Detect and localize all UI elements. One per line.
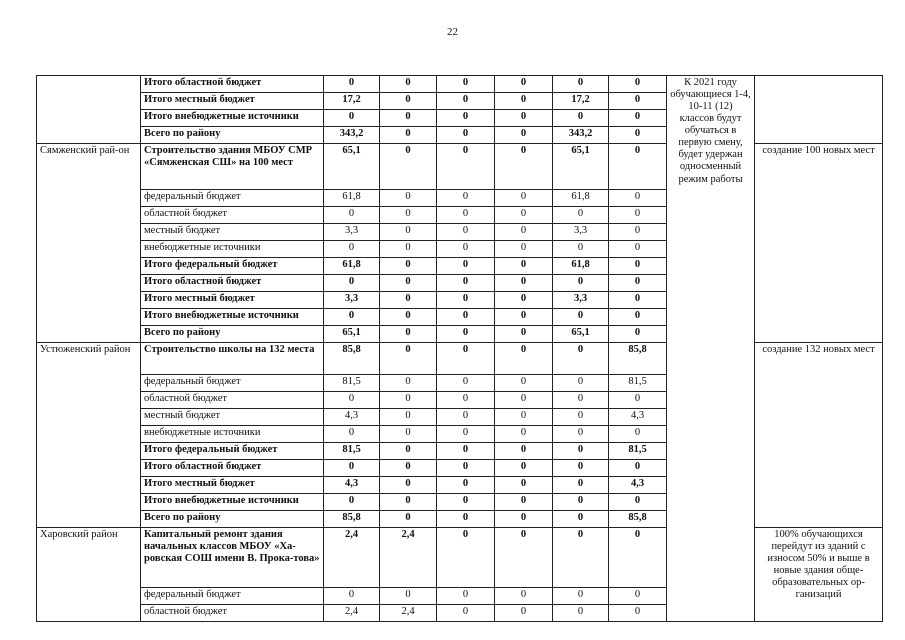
- result-cell: 100% обучающихся перейдут из зданий с износом 50% и выше в новые здания обще-образовательных ор-ганизаций: [755, 528, 883, 622]
- value-cell: 0: [495, 309, 553, 326]
- value-cell: 0: [495, 207, 553, 224]
- value-cell: 0: [324, 110, 380, 127]
- table-row: [37, 76, 883, 93]
- value-cell: 0: [495, 241, 553, 258]
- table-row: [37, 528, 883, 588]
- value-cell: 0: [495, 460, 553, 477]
- value-cell: 0: [437, 477, 495, 494]
- budget-table: [36, 75, 883, 622]
- value-cell: 0: [495, 76, 553, 93]
- row-label: федеральный бюджет: [141, 190, 324, 207]
- value-cell: 0: [609, 588, 667, 605]
- row-label: Итого внебюджетные источники: [141, 494, 324, 511]
- value-cell: 0: [609, 605, 667, 622]
- value-cell: 0: [437, 605, 495, 622]
- value-cell: 0: [437, 494, 495, 511]
- value-cell: 0: [437, 224, 495, 241]
- value-cell: 0: [380, 309, 437, 326]
- row-label: Капитальный ремонт здания начальных классов МБОУ «Ха-ровская СОШ имени В. Прока-това»: [141, 528, 324, 588]
- row-label: Итого внебюджетные источники: [141, 110, 324, 127]
- value-cell: 0: [437, 93, 495, 110]
- value-cell: 0: [437, 392, 495, 409]
- value-cell: 0: [437, 343, 495, 375]
- value-cell: 0: [380, 409, 437, 426]
- row-label: Итого внебюджетные источники: [141, 309, 324, 326]
- value-cell: 0: [495, 110, 553, 127]
- value-cell: 0: [380, 343, 437, 375]
- row-label: Итого местный бюджет: [141, 93, 324, 110]
- row-label: областной бюджет: [141, 207, 324, 224]
- value-cell: 81,5: [609, 375, 667, 392]
- value-cell: 0: [609, 144, 667, 190]
- value-cell: 0: [553, 343, 609, 375]
- row-label: внебюджетные источники: [141, 241, 324, 258]
- value-cell: 0: [380, 258, 437, 275]
- value-cell: 3,3: [553, 224, 609, 241]
- value-cell: 0: [437, 528, 495, 588]
- value-cell: 2,4: [380, 605, 437, 622]
- row-label: Итого местный бюджет: [141, 292, 324, 309]
- value-cell: 0: [495, 144, 553, 190]
- value-cell: 0: [380, 426, 437, 443]
- value-cell: 0: [437, 426, 495, 443]
- value-cell: 61,8: [553, 258, 609, 275]
- value-cell: 0: [553, 511, 609, 528]
- value-cell: 85,8: [324, 511, 380, 528]
- row-label: областной бюджет: [141, 605, 324, 622]
- value-cell: 0: [380, 93, 437, 110]
- value-cell: 85,8: [609, 511, 667, 528]
- row-label: Всего по району: [141, 326, 324, 343]
- value-cell: 81,5: [324, 443, 380, 460]
- row-label: Итого областной бюджет: [141, 275, 324, 292]
- value-cell: 0: [324, 241, 380, 258]
- value-cell: 0: [324, 460, 380, 477]
- value-cell: 2,4: [324, 528, 380, 588]
- value-cell: 0: [380, 460, 437, 477]
- district-cell: [37, 76, 141, 144]
- value-cell: 0: [437, 275, 495, 292]
- value-cell: 81,5: [609, 443, 667, 460]
- value-cell: 0: [495, 224, 553, 241]
- value-cell: 0: [495, 528, 553, 588]
- value-cell: 0: [437, 443, 495, 460]
- value-cell: 0: [380, 241, 437, 258]
- value-cell: 0: [553, 426, 609, 443]
- value-cell: 0: [437, 144, 495, 190]
- value-cell: 2,4: [324, 605, 380, 622]
- value-cell: 0: [380, 477, 437, 494]
- page-number: 22: [447, 26, 458, 38]
- value-cell: 0: [437, 241, 495, 258]
- value-cell: 0: [495, 494, 553, 511]
- value-cell: 0: [553, 76, 609, 93]
- value-cell: 0: [380, 326, 437, 343]
- value-cell: 17,2: [324, 93, 380, 110]
- value-cell: 0: [495, 477, 553, 494]
- value-cell: 81,5: [324, 375, 380, 392]
- value-cell: 0: [437, 292, 495, 309]
- row-label: местный бюджет: [141, 224, 324, 241]
- value-cell: 343,2: [324, 127, 380, 144]
- value-cell: 0: [495, 190, 553, 207]
- value-cell: 0: [380, 511, 437, 528]
- value-cell: 0: [609, 426, 667, 443]
- value-cell: 3,3: [553, 292, 609, 309]
- value-cell: 0: [437, 375, 495, 392]
- value-cell: 0: [609, 110, 667, 127]
- row-label: Всего по району: [141, 511, 324, 528]
- value-cell: 0: [553, 241, 609, 258]
- value-cell: 0: [495, 258, 553, 275]
- value-cell: 65,1: [324, 326, 380, 343]
- value-cell: 0: [495, 605, 553, 622]
- row-label: Итого областной бюджет: [141, 76, 324, 93]
- value-cell: 0: [495, 409, 553, 426]
- value-cell: 0: [553, 605, 609, 622]
- value-cell: 0: [495, 375, 553, 392]
- value-cell: 4,3: [324, 477, 380, 494]
- value-cell: 0: [609, 207, 667, 224]
- value-cell: 0: [437, 511, 495, 528]
- value-cell: 0: [553, 207, 609, 224]
- value-cell: 2,4: [380, 528, 437, 588]
- value-cell: 0: [609, 460, 667, 477]
- row-label: федеральный бюджет: [141, 588, 324, 605]
- value-cell: 65,1: [553, 144, 609, 190]
- value-cell: 4,3: [324, 409, 380, 426]
- result-cell: создание 100 новых мест: [755, 144, 883, 343]
- value-cell: 0: [324, 392, 380, 409]
- value-cell: 0: [495, 292, 553, 309]
- value-cell: 0: [553, 375, 609, 392]
- value-cell: 0: [553, 528, 609, 588]
- result-cell: создание 132 новых мест: [755, 343, 883, 528]
- value-cell: 0: [380, 190, 437, 207]
- value-cell: 0: [609, 494, 667, 511]
- value-cell: 0: [495, 326, 553, 343]
- value-cell: 0: [380, 275, 437, 292]
- value-cell: 0: [380, 292, 437, 309]
- value-cell: 3,3: [324, 292, 380, 309]
- row-label: Итого областной бюджет: [141, 460, 324, 477]
- value-cell: 0: [495, 588, 553, 605]
- row-label: областной бюджет: [141, 392, 324, 409]
- value-cell: 0: [495, 392, 553, 409]
- value-cell: 65,1: [553, 326, 609, 343]
- value-cell: 0: [380, 375, 437, 392]
- district-cell: Устюженский район: [37, 343, 141, 528]
- value-cell: 0: [495, 443, 553, 460]
- value-cell: 0: [553, 309, 609, 326]
- value-cell: 0: [553, 110, 609, 127]
- value-cell: 4,3: [609, 409, 667, 426]
- value-cell: 0: [495, 275, 553, 292]
- table-row: [37, 144, 883, 190]
- row-label: Итого местный бюджет: [141, 477, 324, 494]
- value-cell: 61,8: [553, 190, 609, 207]
- value-cell: 0: [553, 275, 609, 292]
- value-cell: 0: [609, 258, 667, 275]
- value-cell: 0: [324, 309, 380, 326]
- value-cell: 0: [553, 460, 609, 477]
- value-cell: 0: [495, 426, 553, 443]
- row-label: Итого федеральный бюджет: [141, 443, 324, 460]
- value-cell: 0: [553, 409, 609, 426]
- value-cell: 0: [609, 326, 667, 343]
- value-cell: 0: [609, 93, 667, 110]
- value-cell: 0: [609, 528, 667, 588]
- value-cell: 61,8: [324, 190, 380, 207]
- value-cell: 0: [380, 224, 437, 241]
- value-cell: 0: [380, 127, 437, 144]
- value-cell: 0: [609, 392, 667, 409]
- table-row: [37, 343, 883, 375]
- value-cell: 0: [380, 76, 437, 93]
- value-cell: 0: [437, 409, 495, 426]
- value-cell: 0: [495, 511, 553, 528]
- value-cell: 85,8: [609, 343, 667, 375]
- value-cell: 0: [437, 207, 495, 224]
- value-cell: 0: [553, 494, 609, 511]
- value-cell: 0: [437, 76, 495, 93]
- value-cell: 0: [609, 292, 667, 309]
- value-cell: 0: [553, 443, 609, 460]
- value-cell: 0: [437, 110, 495, 127]
- value-cell: 0: [380, 207, 437, 224]
- value-cell: 65,1: [324, 144, 380, 190]
- row-label: Строительство здания МБОУ СМР «Сямженская СШ» на 100 мест: [141, 144, 324, 190]
- value-cell: 0: [380, 494, 437, 511]
- row-label: Строительство школы на 132 места: [141, 343, 324, 375]
- row-label: местный бюджет: [141, 409, 324, 426]
- value-cell: 0: [380, 144, 437, 190]
- row-label: внебюджетные источники: [141, 426, 324, 443]
- value-cell: 0: [609, 241, 667, 258]
- value-cell: 0: [609, 275, 667, 292]
- value-cell: 0: [324, 494, 380, 511]
- value-cell: 0: [380, 392, 437, 409]
- value-cell: 0: [553, 477, 609, 494]
- value-cell: 0: [437, 190, 495, 207]
- value-cell: 0: [495, 93, 553, 110]
- value-cell: 0: [437, 309, 495, 326]
- value-cell: 0: [609, 190, 667, 207]
- value-cell: 0: [437, 326, 495, 343]
- value-cell: 0: [609, 127, 667, 144]
- value-cell: 85,8: [324, 343, 380, 375]
- value-cell: 0: [380, 110, 437, 127]
- value-cell: 0: [437, 127, 495, 144]
- value-cell: 0: [380, 443, 437, 460]
- value-cell: 0: [609, 224, 667, 241]
- district-cell: Харовский район: [37, 528, 141, 622]
- value-cell: 0: [437, 588, 495, 605]
- value-cell: 0: [324, 207, 380, 224]
- value-cell: 0: [380, 588, 437, 605]
- value-cell: 0: [495, 343, 553, 375]
- value-cell: 0: [324, 426, 380, 443]
- district-cell: Сямженский рай-он: [37, 144, 141, 343]
- value-cell: 0: [609, 309, 667, 326]
- row-label: федеральный бюджет: [141, 375, 324, 392]
- value-cell: 343,2: [553, 127, 609, 144]
- row-label: Всего по району: [141, 127, 324, 144]
- value-cell: 0: [324, 275, 380, 292]
- note-cell: К 2021 году обучающиеся 1-4, 10-11 (12) классов будут обучаться в первую смену, будет удержан односменный режим работы: [667, 76, 755, 622]
- value-cell: 4,3: [609, 477, 667, 494]
- row-label: Итого федеральный бюджет: [141, 258, 324, 275]
- value-cell: 0: [324, 76, 380, 93]
- value-cell: 0: [437, 460, 495, 477]
- value-cell: 0: [495, 127, 553, 144]
- value-cell: 0: [553, 392, 609, 409]
- value-cell: 0: [324, 588, 380, 605]
- value-cell: 0: [437, 258, 495, 275]
- value-cell: 17,2: [553, 93, 609, 110]
- result-cell: [755, 76, 883, 144]
- value-cell: 3,3: [324, 224, 380, 241]
- value-cell: 0: [553, 588, 609, 605]
- value-cell: 0: [609, 76, 667, 93]
- value-cell: 61,8: [324, 258, 380, 275]
